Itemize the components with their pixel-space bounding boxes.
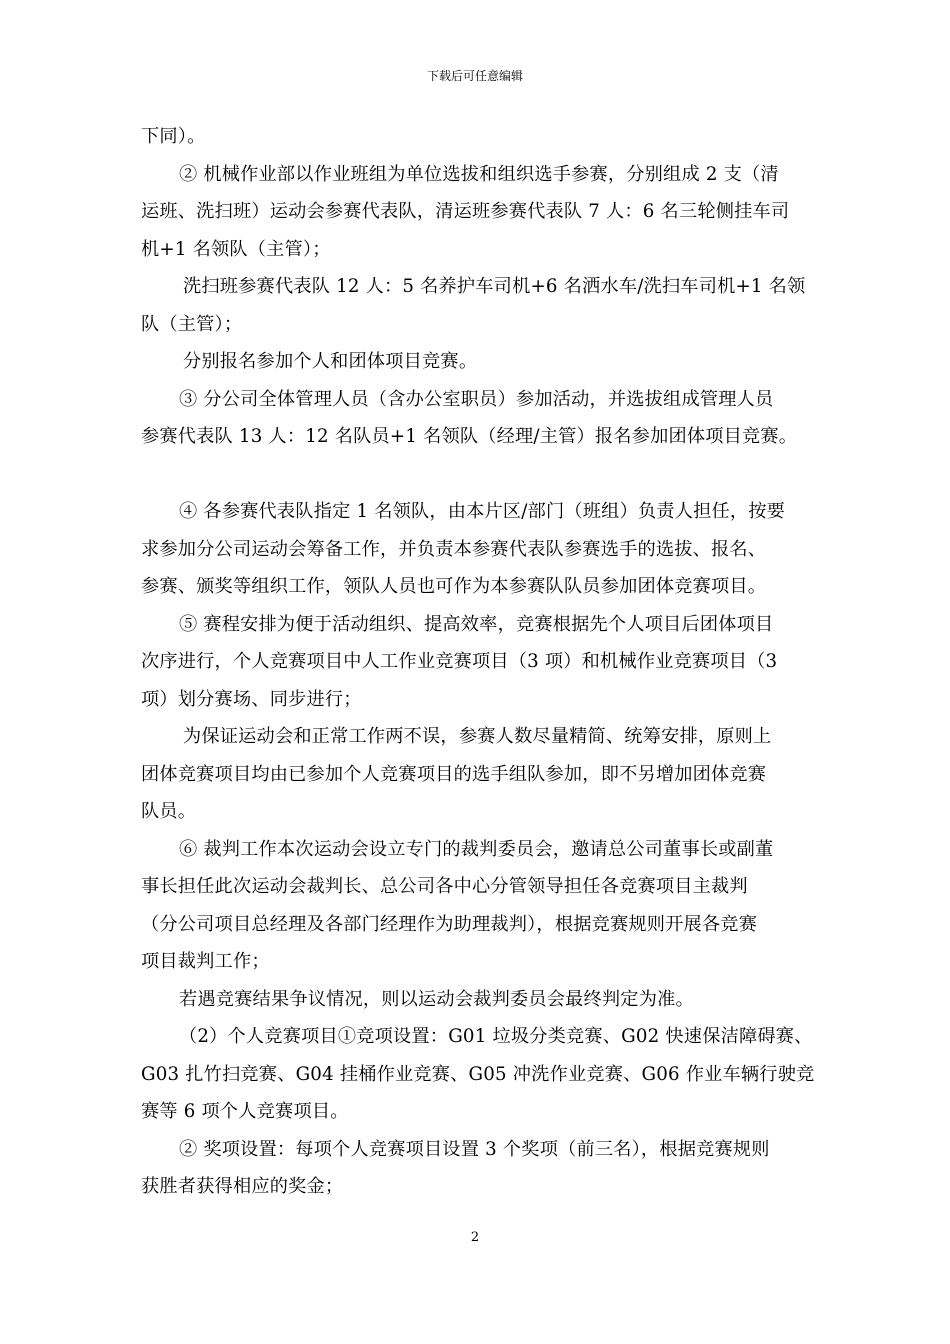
body-line: ② 机械作业部以作业班组为单位选拔和组织选手参赛，分别组成 2 支（清	[179, 163, 779, 185]
body-line: 队（主管）；	[141, 313, 243, 335]
body-line: 若遇竞赛结果争议情况，则以运动会裁判委员会最终判定为准。	[179, 988, 694, 1010]
body-line: ② 奖项设置：每项个人竞赛项目设置 3 个奖项（前三名），根据竞赛规则	[179, 1138, 770, 1160]
page-header: 下载后可任意编辑	[426, 69, 523, 83]
body-line: G03 扎竹扫竞赛、G04 挂桶作业竞赛、G05 冲洗作业竞赛、G06 作业车辆行驶竞	[141, 1063, 815, 1085]
body-line: ④ 各参赛代表队指定 1 名领队，由本片区/部门（班组）负责人担任，按要	[179, 501, 786, 522]
body-line: 分别报名参加个人和团体项目竞赛。	[183, 351, 478, 372]
body-line: ③ 分公司全体管理人员（含办公室职员）参加活动，并选拔组成管理人员	[179, 388, 774, 410]
body-line: 次序进行，个人竞赛项目中人工作业竞赛项目（3 项）和机械作业竞赛项目（3	[141, 651, 778, 672]
paragraph-gap	[141, 456, 811, 494]
body-line: 获胜者获得相应的奖金；	[141, 1176, 344, 1197]
body-line: 下同）。	[141, 126, 206, 147]
body-line: ⑥ 裁判工作本次运动会设立专门的裁判委员会，邀请总公司董事长或副董	[179, 838, 774, 860]
body-line: 参赛代表队 13 人：12 名队员+1 名领队（经理/主管）报名参加团体项目竞赛。	[141, 426, 798, 447]
body-line: （分公司项目总经理及各部门经理作为助理裁判），根据竞赛规则开展各竞赛	[141, 913, 758, 935]
body-line: 团体竞赛项目均由已参加个人竞赛项目的选手组队参加，即不另增加团体竞赛	[141, 763, 767, 785]
body-line: 队员。	[141, 801, 197, 822]
body-line: 求参加分公司运动会筹备工作，并负责本参赛代表队参赛选手的选拔、报名、	[141, 538, 767, 560]
document-body	[141, 118, 815, 1206]
body-line: 事长担任此次运动会裁判长、总公司各中心分管领导担任各竞赛项目主裁判	[141, 876, 748, 897]
body-line: ⑤ 赛程安排为便于活动组织、提高效率，竞赛根据先个人项目后团体项目	[179, 613, 774, 635]
body-line: 机+1 名领队（主管）；	[141, 238, 331, 260]
body-line: 运班、洗扫班）运动会参赛代表队，清运班参赛代表队 7 人：6 名三轮侧挂车司	[141, 201, 790, 222]
page-number: 2	[470, 1230, 480, 1245]
body-line: 项）划分赛场、同步进行；	[141, 688, 362, 710]
body-line: 洗扫班参赛代表队 12 人：5 名养护车司机+6 名洒水车/洗扫车司机+1 名领	[183, 276, 806, 297]
body-line: 赛等 6 项个人竞赛项目。	[141, 1101, 349, 1122]
body-line: 项目裁判工作；	[141, 951, 270, 972]
body-line: （2）个人竞赛项目①竞项设置：G01 垃圾分类竞赛、G02 快速保洁障碍赛、	[179, 1026, 813, 1047]
body-line: 参赛、颁奖等组织工作，领队人员也可作为本参赛队队员参加团体竞赛项目。	[141, 576, 767, 597]
body-line: 为保证运动会和正常工作两不误，参赛人数尽量精简、统筹安排，原则上	[183, 726, 772, 747]
